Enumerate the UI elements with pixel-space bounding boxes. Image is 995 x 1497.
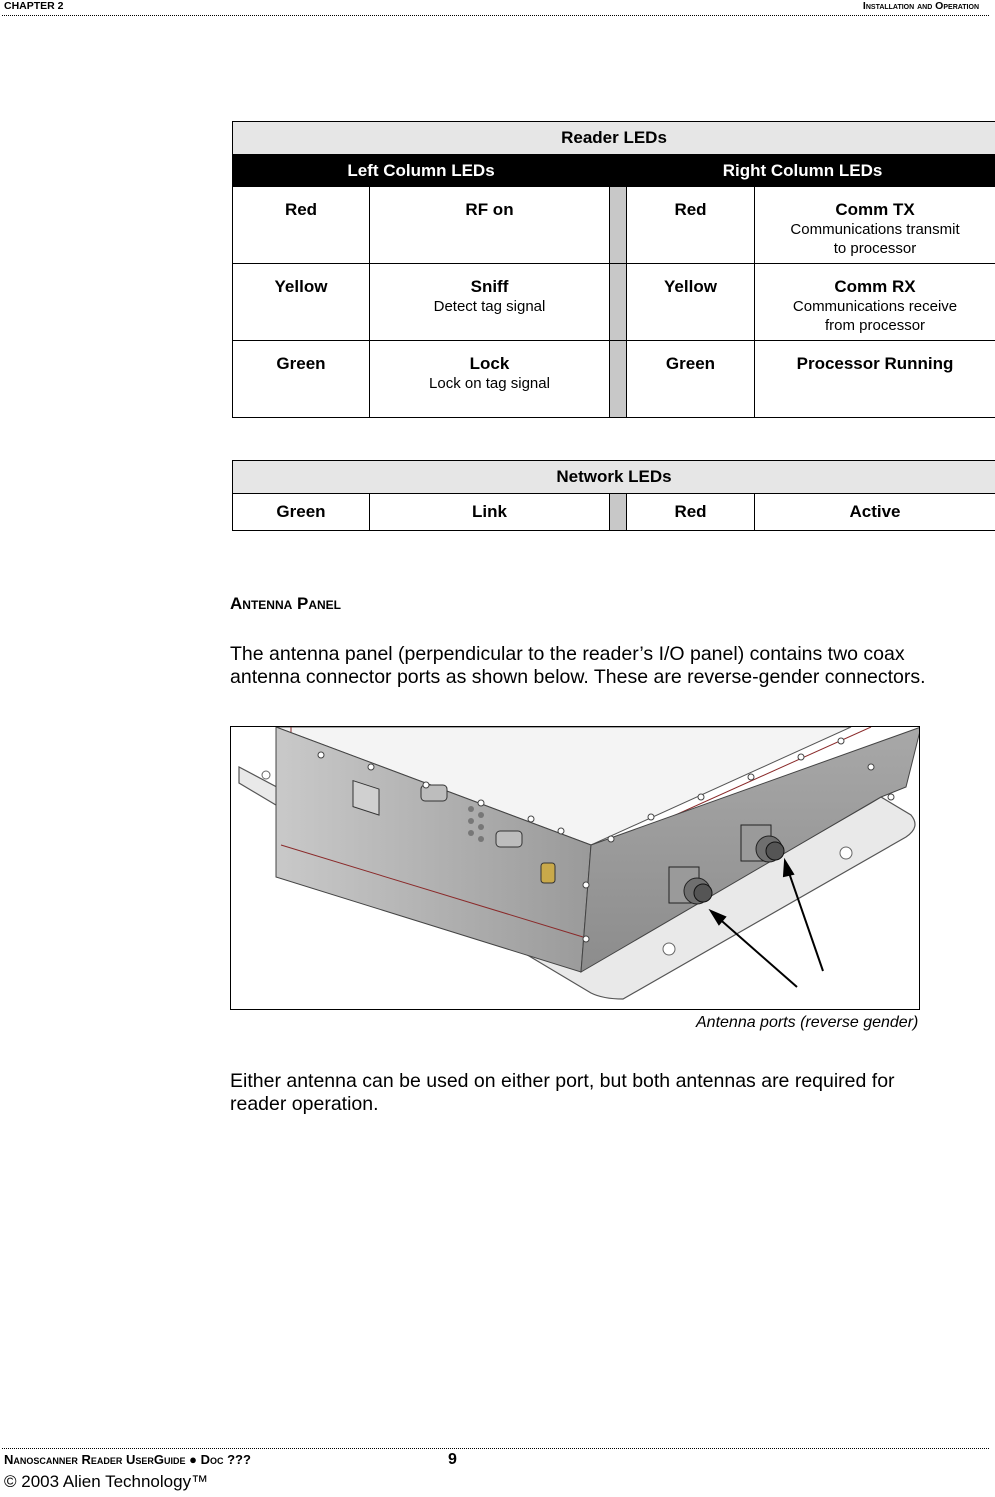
led-description: to processor	[833, 240, 917, 257]
led-function: RF on	[465, 200, 514, 219]
figure-caption: Antenna ports (reverse gender)	[696, 1014, 919, 1031]
led-color: Green	[233, 494, 370, 531]
led-function: Link	[370, 494, 610, 531]
column-separator	[610, 264, 627, 341]
led-description: Communications receive	[792, 298, 958, 315]
outro-paragraph	[230, 1070, 970, 1116]
section-label: Installation and Operation	[862, 0, 979, 12]
footer-divider	[2, 1448, 989, 1449]
table-row	[233, 494, 995, 531]
reader-leds-title: Reader LEDs	[233, 122, 995, 155]
led-description: Communications transmit	[790, 221, 960, 238]
copyright: © 2003 Alien Technology™	[4, 1472, 209, 1491]
led-function: Comm TX	[835, 200, 915, 219]
led-color: Yellow	[664, 277, 717, 296]
column-separator	[610, 494, 627, 531]
led-function: Sniff	[470, 277, 509, 296]
page-number: 9	[448, 1451, 457, 1468]
header-divider	[2, 15, 989, 16]
table-row	[233, 187, 995, 264]
reader-leds-table	[232, 121, 995, 418]
led-color: Red	[284, 200, 318, 219]
led-function: Active	[755, 494, 995, 531]
footer-doc-title: Nanoscanner Reader UserGuide ● Doc ???	[4, 1452, 251, 1467]
text-line: The antenna panel (perpendicular to the reader’s I/O panel) contains two coax	[230, 643, 905, 665]
led-function: Processor Running	[796, 354, 954, 373]
intro-paragraph	[230, 643, 970, 689]
led-function: Lock	[469, 354, 510, 373]
table-row	[233, 341, 995, 418]
led-color: Red	[627, 494, 755, 531]
led-color: Green	[276, 354, 326, 373]
network-leds-title: Network LEDs	[233, 461, 995, 494]
antenna-panel-figure	[230, 726, 920, 1010]
column-separator	[610, 187, 627, 264]
text-line: antenna connector ports as shown below. These are reverse-gender connectors.	[230, 666, 926, 688]
led-description: from processor	[825, 317, 926, 334]
led-color: Red	[674, 200, 707, 219]
column-separator	[610, 341, 627, 418]
table-row	[233, 264, 995, 341]
led-function: Comm RX	[834, 277, 916, 296]
section-heading: Antenna Panel	[230, 594, 342, 613]
led-description: Detect tag signal	[433, 298, 546, 315]
network-leds-table	[232, 460, 995, 531]
led-color: Green	[665, 354, 716, 373]
reader-device-illustration	[231, 727, 920, 1010]
chapter-label: CHAPTER 2	[4, 0, 64, 12]
led-color: Yellow	[274, 277, 328, 296]
right-column-header: Right Column LEDs	[610, 155, 995, 187]
led-description: Lock on tag signal	[429, 375, 550, 392]
left-column-header: Left Column LEDs	[233, 155, 610, 187]
text-line: Either antenna can be used on either port, but both antennas are required for	[230, 1070, 895, 1092]
text-line: reader operation.	[230, 1093, 379, 1115]
